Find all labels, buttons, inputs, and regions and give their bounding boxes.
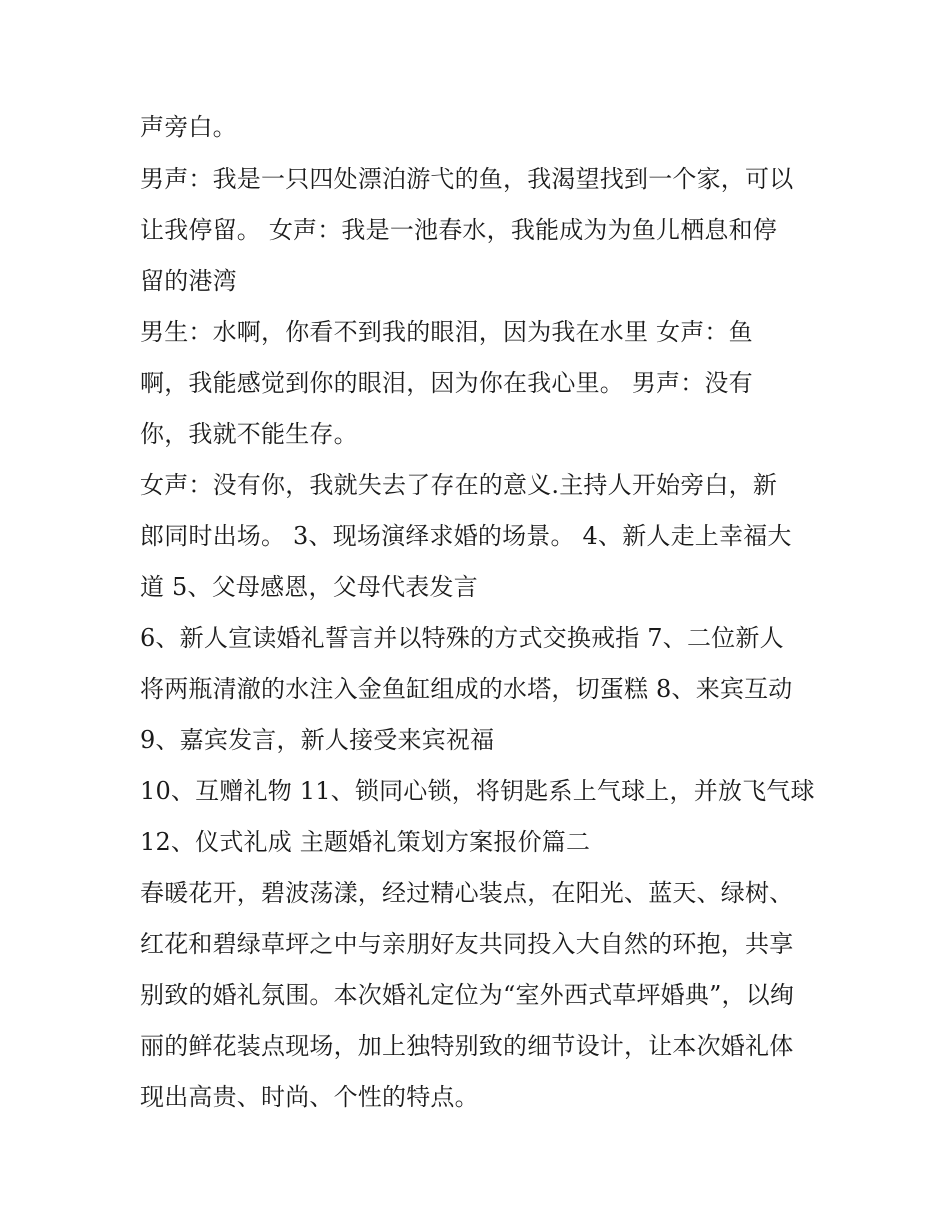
text-line: 6、新人宣读婚礼誓言并以特殊的方式交换戒指 7、二位新人 [140,624,784,652]
text-line: 郎同时出场。 3、现场演绎求婚的场景。 4、新人走上幸福大 [140,522,792,550]
text-line: 啊，我能感觉到你的眼泪，因为你在我心里。 男声：没有 [140,369,753,397]
text-line: 丽的鲜花装点现场，加上独特别致的细节设计，让本次婚礼体 [140,1032,794,1060]
text-line: 女声：没有你，我就失去了存在的意义.主持人开始旁白，新 [140,471,778,499]
text-line: 让我停留。 女声：我是一池春水，我能成为为鱼儿栖息和停 [140,216,778,244]
text-line: 12、仪式礼成 主题婚礼策划方案报价篇二 [140,828,591,856]
text-line: 红花和碧绿草坪之中与亲朋好友共同投入大自然的环抱，共享 [140,930,794,958]
text-line: 留的港湾 [140,267,237,295]
text-line: 别致的婚礼氛围。本次婚礼定位为“室外西式草坪婚典”，以绚 [140,981,795,1009]
text-line: 9、嘉宾发言，新人接受来宾祝福 [140,726,495,754]
text-line: 道 5、父母感恩，父母代表发言 [140,573,478,601]
text-line: 男声：我是一只四处漂泊游弋的鱼，我渴望找到一个家，可以 [140,165,794,193]
text-line: 将两瓶清澈的水注入金鱼缸组成的水塔，切蛋糕 8、来宾互动 [140,675,793,703]
text-line: 你，我就不能生存。 [140,420,358,448]
text-line: 男生：水啊，你看不到我的眼泪，因为我在水里 女声：鱼 [140,318,753,346]
text-line: 声旁白。 [140,113,237,141]
text-line: 现出高贵、时尚、个性的特点。 [140,1083,479,1111]
text-line: 10、互赠礼物 11、锁同心锁，将钥匙系上气球上，并放飞气球 [140,777,815,805]
text-line: 春暖花开，碧波荡漾，经过精心装点，在阳光、蓝天、绿树、 [140,879,794,907]
